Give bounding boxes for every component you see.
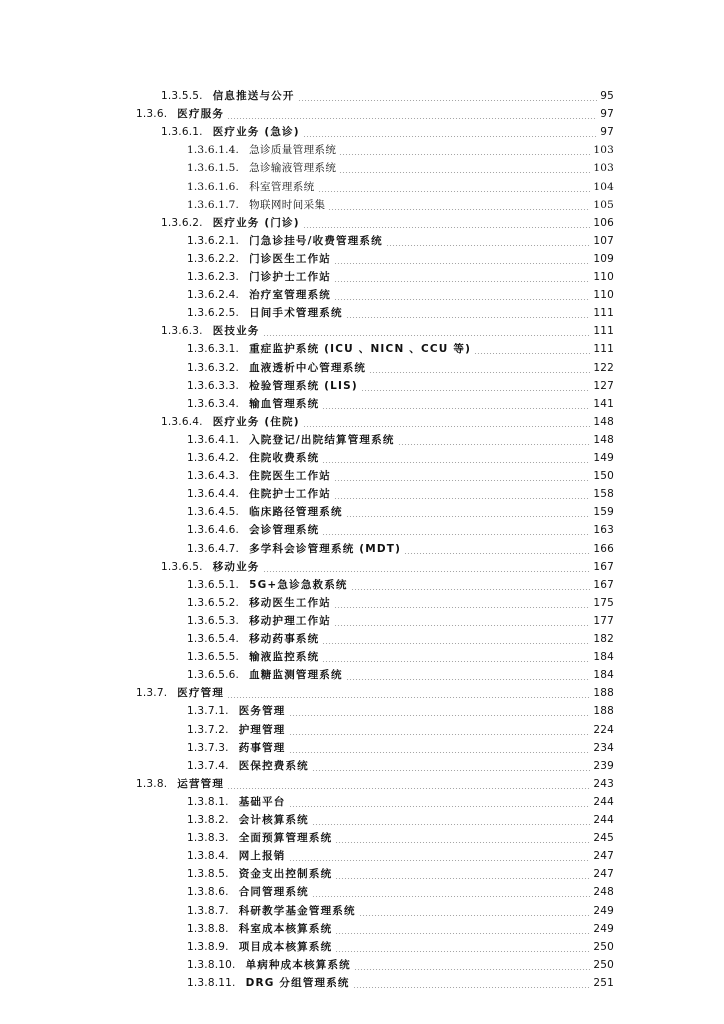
toc-entry-number: 1.3.6.3.2. [187, 362, 240, 374]
toc-entry-page: 97 [600, 126, 614, 138]
dot-leader [318, 191, 591, 192]
dot-leader [312, 824, 590, 825]
toc-entry-page: 110 [593, 289, 614, 301]
toc-entry-title: 科研教学基金管理系统 [238, 905, 356, 917]
toc-entry-number: 1.3.6.4.7. [187, 543, 240, 555]
toc-entry-number: 1.3.6.3.3. [187, 380, 240, 392]
toc-entry-number: 1.3.6.3.1. [187, 343, 240, 355]
toc-entry[interactable] [187, 883, 614, 901]
dot-leader [346, 516, 591, 517]
toc-entry-title: 门诊医生工作站 [249, 253, 331, 265]
dot-leader [335, 951, 590, 952]
toc-entry-number: 1.3.6. [136, 108, 168, 120]
toc-entry[interactable] [161, 123, 614, 141]
toc-entry[interactable] [187, 702, 614, 720]
toc-entry-page: 245 [593, 832, 614, 844]
toc-entry-page: 175 [593, 597, 614, 609]
toc-entry-page: 111 [593, 325, 614, 337]
toc-entry-page: 234 [593, 742, 614, 754]
dot-leader [334, 607, 590, 608]
dot-leader [354, 969, 590, 970]
toc-entry-title: 急诊输液管理系统 [249, 162, 337, 174]
toc-entry-number: 1.3.8.4. [187, 850, 229, 862]
toc-entry-title: 多学科会诊管理系统 (MDT) [249, 543, 402, 555]
toc-entry-number: 1.3.8.10. [187, 959, 236, 971]
toc-entry-title: 治疗室管理系统 [249, 289, 331, 301]
toc-entry[interactable] [187, 467, 614, 485]
toc-entry-title: 医保控费系统 [238, 760, 309, 772]
toc-entry-title: 血糖监测管理系统 [249, 669, 343, 681]
toc-entry-number: 1.3.8.6. [187, 886, 229, 898]
toc-entry[interactable] [187, 793, 614, 811]
toc-entry-number: 1.3.8.1. [187, 796, 229, 808]
toc-entry-title: 医疗服务 [177, 108, 225, 120]
toc-entry-page: 249 [593, 923, 614, 935]
toc-entry[interactable] [187, 521, 614, 539]
toc-entry[interactable] [187, 359, 614, 377]
toc-entry-page: 104 [593, 181, 614, 193]
toc-entry[interactable] [187, 250, 614, 268]
toc-entry-title: 临床路径管理系统 [249, 506, 343, 518]
toc-entry[interactable] [187, 232, 614, 250]
toc-entry-number: 1.3.6.5. [161, 561, 203, 573]
toc-entry-title: 门诊护士工作站 [249, 271, 331, 283]
toc-entry-page: 243 [593, 778, 614, 790]
toc-entry-title: 医疗管理 [177, 687, 225, 699]
toc-entry[interactable] [187, 865, 614, 883]
dot-leader [303, 227, 591, 228]
toc-entry-page: 224 [593, 724, 614, 736]
toc-entry[interactable] [136, 775, 614, 793]
dot-leader [312, 896, 590, 897]
toc-entry-number: 1.3.6.4.1. [187, 434, 240, 446]
toc-entry-page: 244 [593, 814, 614, 826]
toc-entry-page: 106 [593, 217, 614, 229]
toc-entry-title: 移动药事系统 [249, 633, 320, 645]
dot-leader [322, 462, 590, 463]
toc-entry-number: 1.3.6.2.1. [187, 235, 240, 247]
toc-entry[interactable] [187, 141, 614, 159]
toc-entry[interactable] [187, 377, 614, 395]
toc-entry-number: 1.3.7.2. [187, 724, 229, 736]
toc-entry-title: 输液监控系统 [249, 651, 320, 663]
toc-entry-number: 1.3.7. [136, 687, 168, 699]
toc-entry-number: 1.3.6.1.5. [187, 162, 240, 174]
toc-entry-number: 1.3.8.2. [187, 814, 229, 826]
toc-entry-page: 105 [593, 199, 614, 211]
toc-entry-title: 入院登记/出院结算管理系统 [249, 434, 395, 446]
toc-entry[interactable] [187, 395, 614, 413]
dot-leader [335, 878, 590, 879]
toc-entry[interactable] [187, 449, 614, 467]
toc-entry[interactable] [187, 576, 614, 594]
toc-entry-number: 1.3.6.5.2. [187, 597, 240, 609]
toc-entry-title: 项目成本核算系统 [238, 941, 333, 953]
toc-entry-number: 1.3.6.4.4. [187, 488, 240, 500]
dot-leader [353, 987, 591, 988]
toc-entry[interactable] [187, 648, 614, 666]
toc-entry-title: 运营管理 [177, 778, 225, 790]
toc-entry-title: 门急诊挂号/收费管理系统 [249, 235, 383, 247]
toc-entry-page: 107 [593, 235, 614, 247]
toc-entry[interactable] [187, 431, 614, 449]
dot-leader [289, 860, 591, 861]
dot-leader [227, 788, 590, 789]
toc-entry[interactable] [161, 322, 614, 340]
dot-leader [263, 335, 591, 336]
dot-leader [369, 372, 590, 373]
toc-entry-page: 141 [593, 398, 614, 410]
toc-entry-title: 护理管理 [238, 724, 286, 736]
toc-entry-title: 全面预算管理系统 [238, 832, 333, 844]
toc-entry-title: 科室成本核算系统 [238, 923, 333, 935]
toc-entry[interactable] [187, 666, 614, 684]
dot-leader [339, 172, 590, 173]
toc-entry-title: 合同管理系统 [238, 886, 309, 898]
toc-entry-number: 1.3.6.2.2. [187, 253, 240, 265]
dot-leader [312, 770, 590, 771]
toc-entry-number: 1.3.6.1. [161, 126, 203, 138]
toc-entry-title: 医疗业务 (住院) [212, 416, 300, 428]
toc-entry-page: 149 [593, 452, 614, 464]
toc-entry[interactable] [187, 739, 614, 757]
toc-entry-number: 1.3.6.4.5. [187, 506, 240, 518]
toc-entry-title: 输血管理系统 [249, 398, 320, 410]
toc-entry[interactable] [187, 811, 614, 829]
dot-leader [303, 136, 597, 137]
toc-entry[interactable] [161, 558, 614, 576]
dot-leader [289, 752, 591, 753]
toc-entry-title: 物联网时间采集 [249, 199, 326, 211]
toc-entry-page: 148 [593, 416, 614, 428]
toc-entry-number: 1.3.8.9. [187, 941, 229, 953]
dot-leader [322, 661, 590, 662]
toc-entry-page: 247 [593, 850, 614, 862]
dot-leader [303, 426, 591, 427]
toc-entry[interactable] [187, 268, 614, 286]
toc-entry-title: 医务管理 [238, 705, 286, 717]
dot-leader [227, 118, 597, 119]
toc-entry-number: 1.3.8.7. [187, 905, 229, 917]
dot-leader [334, 480, 590, 481]
toc-entry[interactable] [187, 594, 614, 612]
toc-entry-page: 150 [593, 470, 614, 482]
toc-entry[interactable] [161, 214, 614, 232]
toc-entry-number: 1.3.7.4. [187, 760, 229, 772]
toc-entry-page: 167 [593, 579, 614, 591]
dot-leader [227, 697, 590, 698]
toc-entry[interactable] [187, 938, 614, 956]
toc-entry-title: 住院收费系统 [249, 452, 320, 464]
toc-entry-title: 住院医生工作站 [249, 470, 331, 482]
toc-entry-page: 177 [593, 615, 614, 627]
toc-entry[interactable] [187, 829, 614, 847]
toc-entry-number: 1.3.6.2.3. [187, 271, 240, 283]
toc-entry-number: 1.3.8.11. [187, 977, 236, 989]
toc-entry[interactable] [187, 721, 614, 739]
toc-entry-number: 1.3.6.2.5. [187, 307, 240, 319]
toc-entry-page: 111 [593, 307, 614, 319]
toc-entry-title: 网上报销 [238, 850, 286, 862]
toc-entry[interactable] [187, 902, 614, 920]
toc-entry-page: 97 [600, 108, 614, 120]
dot-leader [404, 553, 590, 554]
toc-entry[interactable] [187, 630, 614, 648]
toc-entry-title: 会诊管理系统 [249, 524, 320, 536]
toc-entry-title: 医疗业务 (门诊) [212, 217, 300, 229]
toc-entry-number: 1.3.6.1.6. [187, 181, 240, 193]
toc-entry[interactable] [187, 340, 614, 358]
toc-entry-page: 184 [593, 669, 614, 681]
toc-entry-page: 111 [593, 343, 614, 355]
dot-leader [328, 209, 590, 210]
dot-leader [322, 408, 590, 409]
dot-leader [263, 571, 591, 572]
toc-entry-page: 127 [593, 380, 614, 392]
toc-entry-page: 95 [600, 90, 614, 102]
toc-entry-number: 1.3.6.4.3. [187, 470, 240, 482]
toc-entry-number: 1.3.8. [136, 778, 168, 790]
toc-entry-number: 1.3.6.1.7. [187, 199, 240, 211]
toc-entry-number: 1.3.6.2. [161, 217, 203, 229]
toc-entry-title: 5G+急诊急救系统 [249, 579, 348, 591]
toc-entry-page: 247 [593, 868, 614, 880]
toc-entry-page: 248 [593, 886, 614, 898]
dot-leader [386, 245, 591, 246]
toc-entry-page: 166 [593, 543, 614, 555]
dot-leader [361, 390, 590, 391]
toc-entry-page: 188 [593, 687, 614, 699]
toc-entry-page: 122 [593, 362, 614, 374]
toc-entry-number: 1.3.6.3.4. [187, 398, 240, 410]
toc-entry[interactable] [187, 540, 614, 558]
toc-entry-page: 148 [593, 434, 614, 446]
toc-entry-title: DRG 分组管理系统 [245, 977, 350, 989]
dot-leader [322, 643, 590, 644]
toc-entry[interactable] [187, 974, 614, 992]
toc-entry-page: 158 [593, 488, 614, 500]
toc-entry[interactable] [187, 304, 614, 322]
toc-entry-title: 移动医生工作站 [249, 597, 331, 609]
toc-entry-number: 1.3.7.1. [187, 705, 229, 717]
toc-entry-page: 167 [593, 561, 614, 573]
toc-entry[interactable] [187, 196, 614, 214]
toc-entry-page: 110 [593, 271, 614, 283]
dot-leader [351, 589, 591, 590]
toc-entry-title: 日间手术管理系统 [249, 307, 343, 319]
dot-leader [334, 498, 590, 499]
toc-entry[interactable] [187, 847, 614, 865]
toc-entry[interactable] [187, 178, 614, 196]
toc-entry[interactable] [187, 286, 614, 304]
toc-entry-title: 移动护理工作站 [249, 615, 331, 627]
toc-entry-number: 1.3.6.5.1. [187, 579, 240, 591]
toc-entry-number: 1.3.6.4.2. [187, 452, 240, 464]
toc-entry-number: 1.3.8.8. [187, 923, 229, 935]
toc-entry[interactable] [187, 757, 614, 775]
toc-entry-page: 159 [593, 506, 614, 518]
dot-leader [334, 263, 590, 264]
toc-entry-page: 109 [593, 253, 614, 265]
toc-entry-page: 249 [593, 905, 614, 917]
dot-leader [289, 734, 591, 735]
toc-entry[interactable] [187, 956, 614, 974]
toc-entry-number: 1.3.6.5.5. [187, 651, 240, 663]
toc-entry-number: 1.3.6.1.4. [187, 144, 240, 156]
toc-entry-page: 103 [593, 162, 614, 174]
toc-entry-title: 移动业务 [212, 561, 260, 573]
toc-entry-number: 1.3.6.5.6. [187, 669, 240, 681]
toc-entry-number: 1.3.7.3. [187, 742, 229, 754]
dot-leader [474, 353, 590, 354]
dot-leader [346, 679, 591, 680]
toc-entry-title: 信息推送与公开 [212, 90, 295, 102]
dot-leader [289, 715, 591, 716]
dot-leader [334, 299, 590, 300]
toc-entry-number: 1.3.6.4.6. [187, 524, 240, 536]
toc-entry-title: 单病种成本核算系统 [245, 959, 351, 971]
toc-entry-page: 244 [593, 796, 614, 808]
dot-leader [334, 625, 590, 626]
toc-entry-number: 1.3.6.2.4. [187, 289, 240, 301]
toc-entry-page: 103 [593, 144, 614, 156]
dot-leader [398, 444, 591, 445]
toc-entry-number: 1.3.5.5. [161, 90, 203, 102]
dot-leader [339, 154, 590, 155]
toc-entry[interactable] [136, 684, 614, 702]
toc-entry-title: 药事管理 [238, 742, 286, 754]
toc-entry-number: 1.3.8.3. [187, 832, 229, 844]
toc-entry[interactable] [187, 503, 614, 521]
toc-entry-title: 检验管理系统 (LIS) [249, 380, 358, 392]
dot-leader [289, 806, 591, 807]
toc-entry[interactable] [187, 485, 614, 503]
dot-leader [359, 915, 591, 916]
toc-entry-page: 184 [593, 651, 614, 663]
dot-leader [298, 100, 598, 101]
toc-entry-page: 163 [593, 524, 614, 536]
dot-leader [334, 281, 590, 282]
toc-entry-title: 资金支出控制系统 [238, 868, 333, 880]
toc-entry-title: 重症监护系统 (ICU 、NICN 、CCU 等) [249, 343, 472, 355]
toc-entry[interactable] [136, 105, 614, 123]
toc-entry[interactable] [187, 159, 614, 177]
toc-entry-title: 住院护士工作站 [249, 488, 331, 500]
toc-entry-title: 急诊质量管理系统 [249, 144, 337, 156]
toc-entry-number: 1.3.6.5.3. [187, 615, 240, 627]
toc-entry[interactable] [187, 920, 614, 938]
toc-entry[interactable] [161, 87, 614, 105]
toc-entry-page: 251 [593, 977, 614, 989]
toc-entry-page: 250 [593, 941, 614, 953]
toc-entry-title: 医技业务 [212, 325, 260, 337]
toc-entry-title: 血液透析中心管理系统 [249, 362, 367, 374]
dot-leader [346, 317, 591, 318]
dot-leader [322, 534, 590, 535]
toc-entry-page: 239 [593, 760, 614, 772]
toc-entry-number: 1.3.6.5.4. [187, 633, 240, 645]
dot-leader [335, 842, 590, 843]
toc-entry-number: 1.3.6.4. [161, 416, 203, 428]
toc-entry-page: 250 [593, 959, 614, 971]
toc-entry-title: 医疗业务 (急诊) [212, 126, 300, 138]
dot-leader [335, 933, 590, 934]
toc-entry-page: 188 [593, 705, 614, 717]
toc-entry-title: 科室管理系统 [249, 181, 315, 193]
toc-entry[interactable] [187, 612, 614, 630]
toc-entry[interactable] [161, 413, 614, 431]
toc-entry-page: 182 [593, 633, 614, 645]
toc-entry-title: 会计核算系统 [238, 814, 309, 826]
toc-entry-number: 1.3.6.3. [161, 325, 203, 337]
toc-entry-title: 基础平台 [238, 796, 286, 808]
toc-entry-number: 1.3.8.5. [187, 868, 229, 880]
